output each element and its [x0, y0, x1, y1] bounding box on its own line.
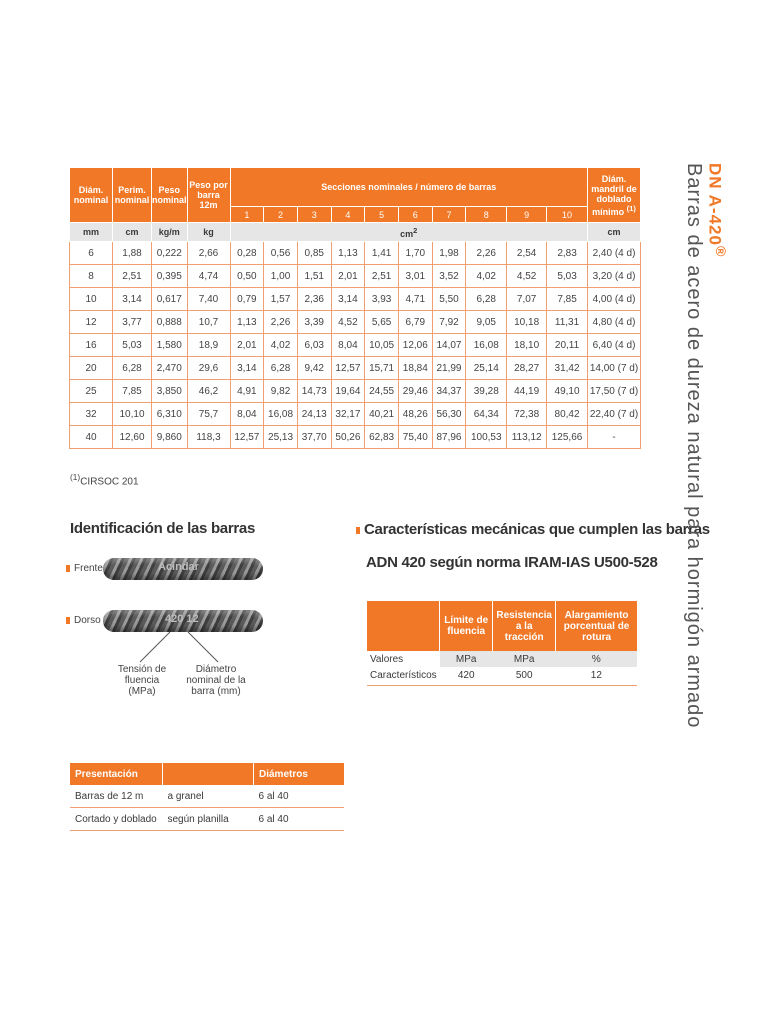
bar-count-7: 7 — [432, 207, 466, 223]
table-cell: 18,9 — [187, 334, 230, 357]
mech-header-elongation: Alargamiento porcentual de rotura — [556, 601, 637, 651]
table-row — [70, 403, 641, 426]
table-cell: 10,18 — [507, 311, 547, 334]
side-title — [684, 163, 728, 813]
table-cell: 12,06 — [398, 334, 432, 357]
unit-mm: mm — [70, 223, 113, 242]
presentation-table — [70, 763, 344, 831]
table-cell: Barras de 12 m — [70, 785, 163, 808]
table-cell: 19,64 — [331, 380, 365, 403]
table-cell: 2,01 — [230, 334, 264, 357]
table-cell: 3,39 — [297, 311, 331, 334]
table-cell: 14,07 — [432, 334, 466, 357]
table-cell: 16,08 — [466, 334, 507, 357]
table-cell: 32,17 — [331, 403, 365, 426]
unit-kgm: kg/m — [152, 223, 188, 242]
table-cell: 6,28 — [113, 357, 152, 380]
table-cell: 4,00 (4 d) — [588, 288, 641, 311]
table-cell: 0,56 — [264, 242, 298, 265]
table-cell: 8 — [70, 265, 113, 288]
table-cell: 5,65 — [365, 311, 399, 334]
table-cell: 56,30 — [432, 403, 466, 426]
footnote: $^{(1)}$CIRSOC 201 — [70, 472, 139, 488]
table-cell: 2,36 — [297, 288, 331, 311]
table-cell: 3,14 — [331, 288, 365, 311]
mechanical-title: Características mecánicas que cumplen las barras — [356, 521, 710, 538]
table-cell: 2,83 — [547, 242, 588, 265]
table-cell: 0,395 — [152, 265, 188, 288]
table-cell: 5,03 — [113, 334, 152, 357]
table-cell: 16,08 — [264, 403, 298, 426]
table-cell: 7,85 — [113, 380, 152, 403]
table-cell: 10,7 — [187, 311, 230, 334]
table-cell: 1,51 — [297, 265, 331, 288]
table-cell: 4,91 — [230, 380, 264, 403]
mech-unit-elongation: % — [556, 651, 637, 667]
table-cell: 6,310 — [152, 403, 188, 426]
table-cell: 28,27 — [507, 357, 547, 380]
table-cell: 1,13 — [331, 242, 365, 265]
table-cell: 100,53 — [466, 426, 507, 449]
table-cell: 0,617 — [152, 288, 188, 311]
table-cell: 9,82 — [264, 380, 298, 403]
table-cell: 18,10 — [507, 334, 547, 357]
table-cell: 21,99 — [432, 357, 466, 380]
table-cell: 25,13 — [264, 426, 298, 449]
table-cell: 6,03 — [297, 334, 331, 357]
table-cell: 2,51 — [365, 265, 399, 288]
bar-count-4: 4 — [331, 207, 365, 223]
unit-mandrel: cm — [588, 223, 641, 242]
mech-row-label-2: Característicos — [370, 669, 437, 681]
table-cell: 0,50 — [230, 265, 264, 288]
bullet-icon — [66, 565, 70, 572]
mechanical-subtitle: ADN 420 según norma IRAM-IAS U500-528 — [366, 554, 658, 571]
table-cell: 118,3 — [187, 426, 230, 449]
table-cell: 24,13 — [297, 403, 331, 426]
header-mandrel: Diám. mandril de doblado mínimo $^{(1)}$ — [588, 168, 641, 223]
table-cell: 12,57 — [230, 426, 264, 449]
table-cell: 15,71 — [365, 357, 399, 380]
table-cell: 2,40 (4 d) — [588, 242, 641, 265]
product-description: Barras de acero de dureza natural para hormigón armado — [683, 163, 706, 729]
table-cell: 5,50 — [432, 288, 466, 311]
table-cell: 25,14 — [466, 357, 507, 380]
bar-count-3: 3 — [297, 207, 331, 223]
table-cell: 7,07 — [507, 288, 547, 311]
identification-title: Identificación de las barras — [70, 520, 256, 537]
bar-count-6: 6 — [398, 207, 432, 223]
bar-count-2: 2 — [264, 207, 298, 223]
table-cell: 125,66 — [547, 426, 588, 449]
table-cell: 2,26 — [466, 242, 507, 265]
table-cell: 12 — [70, 311, 113, 334]
table-cell: 2,54 — [507, 242, 547, 265]
table-cell: 7,40 — [187, 288, 230, 311]
bullet-icon — [356, 527, 360, 534]
table-cell: 17,50 (7 d) — [588, 380, 641, 403]
mechanical-table — [367, 601, 637, 686]
table-cell: 3,14 — [230, 357, 264, 380]
table-cell: 3,52 — [432, 265, 466, 288]
unit-cm2: $cm^2$ — [230, 223, 588, 242]
table-cell: 1,00 — [264, 265, 298, 288]
table-row — [70, 242, 641, 265]
mech-value-tensile: 500 — [515, 669, 533, 681]
table-cell: 9,860 — [152, 426, 188, 449]
table-cell: 1,88 — [113, 242, 152, 265]
table-cell: 0,222 — [152, 242, 188, 265]
table-cell: 46,2 — [187, 380, 230, 403]
mech-header-empty — [367, 601, 440, 651]
table-cell: 0,28 — [230, 242, 264, 265]
table-cell: 20 — [70, 357, 113, 380]
table-cell: a granel — [163, 785, 254, 808]
bar-sections-table — [69, 167, 641, 449]
header-sections: Secciones nominales / número de barras — [230, 168, 588, 207]
table-cell: 18,84 — [398, 357, 432, 380]
table-cell: 50,26 — [331, 426, 365, 449]
table-cell: 3,77 — [113, 311, 152, 334]
table-cell: 64,34 — [466, 403, 507, 426]
table-cell: 10,10 — [113, 403, 152, 426]
table-cell: 4,52 — [507, 265, 547, 288]
table-cell: 2,470 — [152, 357, 188, 380]
table-cell: 10 — [70, 288, 113, 311]
caption-yield: Tensión de fluencia (MPa) — [117, 664, 167, 697]
table-cell: 31,42 — [547, 357, 588, 380]
table-cell: 6,79 — [398, 311, 432, 334]
unit-cm: cm — [113, 223, 152, 242]
table-row — [70, 265, 641, 288]
table-cell: 72,38 — [507, 403, 547, 426]
table-cell: 7,92 — [432, 311, 466, 334]
table-cell: 39,28 — [466, 380, 507, 403]
table-cell: 37,70 — [297, 426, 331, 449]
pres-header-diameters: Diámetros — [254, 763, 345, 785]
table-cell: 3,20 (4 d) — [588, 265, 641, 288]
table-cell: 11,31 — [547, 311, 588, 334]
table-cell: 75,7 — [187, 403, 230, 426]
back-label: Dorso — [66, 615, 101, 626]
table-row — [70, 357, 641, 380]
table-cell: 4,52 — [331, 311, 365, 334]
table-row — [70, 334, 641, 357]
table-cell: 1,41 — [365, 242, 399, 265]
front-label: Frente — [66, 563, 103, 574]
table-cell: 3,14 — [113, 288, 152, 311]
table-cell: 4,74 — [187, 265, 230, 288]
mech-header-tensile: Resistencia a la tracción — [493, 601, 556, 651]
table-cell: 2,26 — [264, 311, 298, 334]
table-cell: 20,11 — [547, 334, 588, 357]
table-cell: 14,73 — [297, 380, 331, 403]
table-cell: 22,40 (7 d) — [588, 403, 641, 426]
table-cell: según planilla — [163, 808, 254, 831]
table-cell: 2,66 — [187, 242, 230, 265]
table-cell: 1,70 — [398, 242, 432, 265]
table-cell: 6 al 40 — [254, 785, 345, 808]
table-cell: 6,40 (4 d) — [588, 334, 641, 357]
header-diameter: Diám. nominal — [70, 168, 113, 223]
table-cell: 25 — [70, 380, 113, 403]
table-cell: 32 — [70, 403, 113, 426]
header-weight: Peso nominal — [152, 168, 188, 223]
bar-count-1: 1 — [230, 207, 264, 223]
table-cell: 4,80 (4 d) — [588, 311, 641, 334]
table-cell: 40 — [70, 426, 113, 449]
table-cell: 2,51 — [113, 265, 152, 288]
table-cell: 6,28 — [466, 288, 507, 311]
mech-value-yield: 420 — [457, 669, 475, 681]
rebar-back-image: 420 12 — [103, 610, 263, 632]
mech-unit-yield: MPa — [440, 651, 493, 667]
table-row — [70, 808, 344, 831]
bar-count-5: 5 — [365, 207, 399, 223]
table-cell: 4,02 — [466, 265, 507, 288]
table-cell: Cortado y doblado — [70, 808, 163, 831]
table-cell: 113,12 — [507, 426, 547, 449]
table-cell: 4,02 — [264, 334, 298, 357]
table-cell: 29,46 — [398, 380, 432, 403]
table-row — [70, 785, 344, 808]
table-row — [70, 288, 641, 311]
table-cell: 9,42 — [297, 357, 331, 380]
table-cell: 14,00 (7 d) — [588, 357, 641, 380]
table-cell: 12,57 — [331, 357, 365, 380]
table-cell: 80,42 — [547, 403, 588, 426]
table-cell: 12,60 — [113, 426, 152, 449]
table-cell: 5,03 — [547, 265, 588, 288]
header-perimeter: Perim. nominal — [113, 168, 152, 223]
mech-value-elongation: 12 — [590, 669, 602, 681]
unit-kg: kg — [187, 223, 230, 242]
mech-unit-tensile: MPa — [493, 651, 556, 667]
rebar-front-image: Acindar — [103, 558, 263, 580]
table-cell: 29,6 — [187, 357, 230, 380]
table-cell: 44,19 — [507, 380, 547, 403]
table-cell: 62,83 — [365, 426, 399, 449]
table-cell: 9,05 — [466, 311, 507, 334]
table-cell: 4,71 — [398, 288, 432, 311]
table-cell: 6 — [70, 242, 113, 265]
table-cell: 0,79 — [230, 288, 264, 311]
table-cell: 48,26 — [398, 403, 432, 426]
table-row — [70, 311, 641, 334]
bullet-icon — [66, 617, 70, 624]
table-cell: 1,98 — [432, 242, 466, 265]
table-cell: 24,55 — [365, 380, 399, 403]
table-row — [70, 426, 641, 449]
bar-count-9: 9 — [507, 207, 547, 223]
table-cell: 6 al 40 — [254, 808, 345, 831]
table-cell: 8,04 — [331, 334, 365, 357]
table-cell: 40,21 — [365, 403, 399, 426]
table-cell: 3,01 — [398, 265, 432, 288]
table-cell: - — [588, 426, 641, 449]
caption-diameter: Diámetro nominal de la barra (mm) — [186, 664, 246, 697]
mech-header-yield: Límite de fluencia — [440, 601, 493, 651]
table-cell: 3,850 — [152, 380, 188, 403]
caption-pointer-lines — [100, 630, 260, 665]
table-cell: 2,01 — [331, 265, 365, 288]
table-cell: 34,37 — [432, 380, 466, 403]
bar-count-10: 10 — [547, 207, 588, 223]
table-cell: 7,85 — [547, 288, 588, 311]
header-bar-weight: Peso por barra 12m — [187, 168, 230, 223]
table-cell: 0,888 — [152, 311, 188, 334]
table-cell: 75,40 — [398, 426, 432, 449]
table-cell: 49,10 — [547, 380, 588, 403]
mech-row-label-1: Valores — [367, 651, 440, 667]
table-cell: 6,28 — [264, 357, 298, 380]
table-cell: 10,05 — [365, 334, 399, 357]
table-cell: 1,57 — [264, 288, 298, 311]
table-cell: 0,85 — [297, 242, 331, 265]
pres-header-presentation: Presentación — [70, 763, 163, 785]
pres-header-empty — [163, 763, 254, 785]
table-cell: 1,13 — [230, 311, 264, 334]
table-cell: 8,04 — [230, 403, 264, 426]
product-name: DN A-420® — [705, 163, 728, 258]
table-cell: 87,96 — [432, 426, 466, 449]
table-row — [70, 380, 641, 403]
table-cell: 1,580 — [152, 334, 188, 357]
table-cell: 16 — [70, 334, 113, 357]
bar-count-8: 8 — [466, 207, 507, 223]
table-cell: 3,93 — [365, 288, 399, 311]
